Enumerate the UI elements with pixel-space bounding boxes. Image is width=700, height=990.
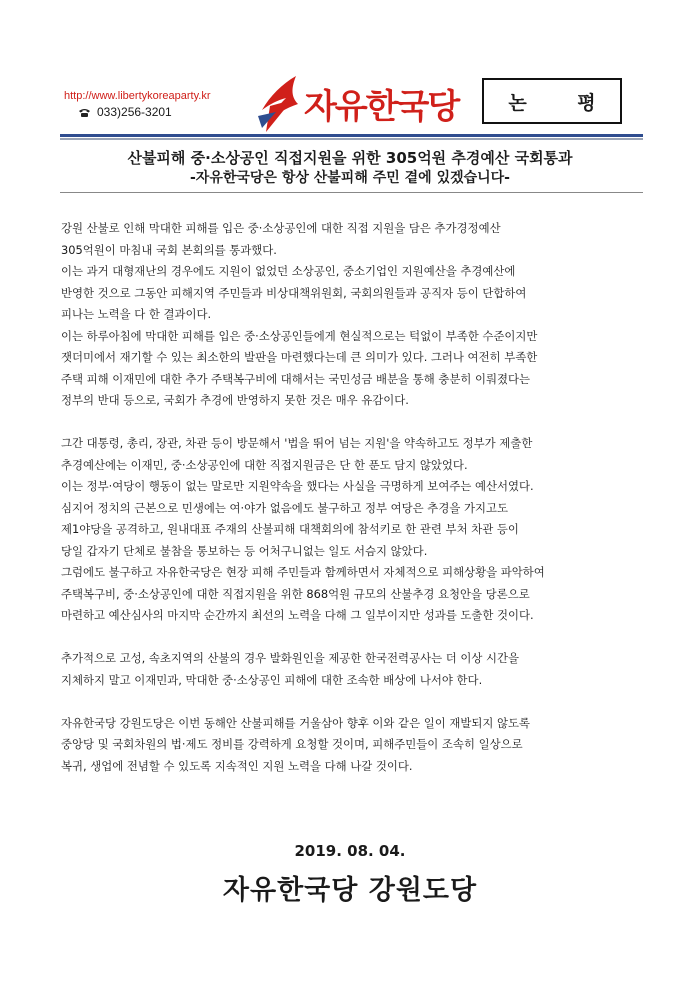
paragraph [61,713,641,778]
body-text [61,218,641,799]
text-line: 제1야당을 공격하고, 원내대표 주재의 산불피해 대책회의에 참석키로 한 관련 부처 차관 등이 [61,522,519,536]
text-line: 당일 갑자기 단체로 불참을 통보하는 등 어처구니없는 일도 서슴지 않았다. [61,543,428,558]
website-link[interactable]: http://www.libertykoreaparty.kr [64,90,211,102]
text-line: 강원 산불로 인해 막대한 피해를 입은 중·소상공인에 대한 직접 지원을 담은 추가경정예산 [61,221,501,235]
text-line: 주택 피해 이재민에 대한 추가 주택복구비에 대해서는 국민성금 배분을 통해 충분히 이뤄졌다는 [61,371,530,386]
text-line: 피나는 노력을 다 한 결과이다. [61,307,212,321]
text-line: 복귀, 생업에 전념할 수 있도록 지속적인 지원 노력을 다해 나갈 것이다. [61,758,413,773]
text-line: 심지어 정치의 근본으로 민생에는 여·야가 없음에도 불구하고 정부 여당은 추경을 가지고도 [61,500,508,515]
text-line: 중앙당 및 국회차원의 법·제도 정비를 강력하게 요청할 것이며, 피해주민들이 조속히 일상으로 [61,737,523,751]
paragraph [61,648,641,691]
paragraph [61,433,641,627]
header-divider [60,134,643,137]
telephone-icon [78,108,91,117]
doc-type-box: 논 평 [482,78,622,124]
header-divider-shadow [60,138,643,140]
text-line: 마련하고 예산심사의 마지막 순간까지 최선의 노력을 다해 그 일부이지만 성과를 도출한 것이다. [61,608,534,622]
text-line: 잿더미에서 재기할 수 있는 최소한의 발판을 마련했다는데 큰 의미가 있다. 그러나 여전히 부족한 [61,350,538,364]
phone-text: 033)256-3201 [97,105,172,119]
signature: 자유한국당 강원도당 [222,875,478,906]
torch-icon [252,76,304,134]
text-line: 이는 하루아침에 막대한 피해를 입은 중·소상공인들에게 현실적으로는 턱없이 부족한 수준이지만 [61,328,538,343]
text-line: 지체하지 말고 이재민과, 막대한 중·소상공인 피해에 대한 조속한 배상에 나서야 한다. [61,672,483,687]
text-line: 추경예산에는 이재민, 중·소상공인에 대한 직접지원금은 단 한 푼도 담지 않았었다. [61,457,468,472]
paragraph [61,218,641,412]
page-subtitle: -자유한국당은 항상 산불피해 주민 곁에 있겠습니다- [190,170,510,186]
text-line: 그간 대통령, 총리, 장관, 차관 등이 방문해서 '법을 뛰어 넘는 지원'을 약속하고도 정부가 제출한 [61,436,533,450]
text-line: 305억원이 마침내 국회 본회의를 통과했다. [61,242,277,257]
contact-info [64,88,211,120]
text-line: 추가적으로 고성, 속초지역의 산불의 경우 발화원인을 제공한 한국전력공사는 더 이상 시간을 [61,651,519,665]
phone-number [78,104,211,120]
text-line: 자유한국당 강원도당은 이번 동해안 산불피해를 거울삼아 향후 이와 같은 일이 재발되지 않도록 [61,715,530,730]
text-line: 이는 정부·여당이 행동이 없는 말로만 지원약속을 했다는 사실을 극명하게 보여주는 예산서였다. [61,479,534,493]
text-line: 그럼에도 불구하고 자유한국당은 현장 피해 주민들과 함께하면서 자체적으로 피해상황을 파악하여 [61,565,545,579]
party-logo-text: 자유한국당 [304,87,459,127]
text-line: 이는 과거 대형재난의 경우에도 지원이 없었던 소상공인, 중소기업인 지원예산을 추경예산에 [61,264,516,278]
text-line: 주택복구비, 중·소상공인에 대한 직접지원을 위한 868억원 규모의 산불추경 요청안을 당론으로 [61,586,530,601]
text-line: 반영한 것으로 그동안 피해지역 주민들과 비상대책위원회, 국회의원들과 공직자 등이 단합하여 [61,285,527,300]
party-logo [252,76,459,134]
issue-date: 2019. 08. 04. [294,842,406,860]
title-divider [60,192,643,193]
text-line: 정부의 반대 등으로, 국회가 추경에 반영하지 못한 것은 매우 유감이다. [61,393,409,407]
page-title: 산불피해 중·소상공인 직접지원을 위한 305억원 추경예산 국회통과 [127,149,573,167]
